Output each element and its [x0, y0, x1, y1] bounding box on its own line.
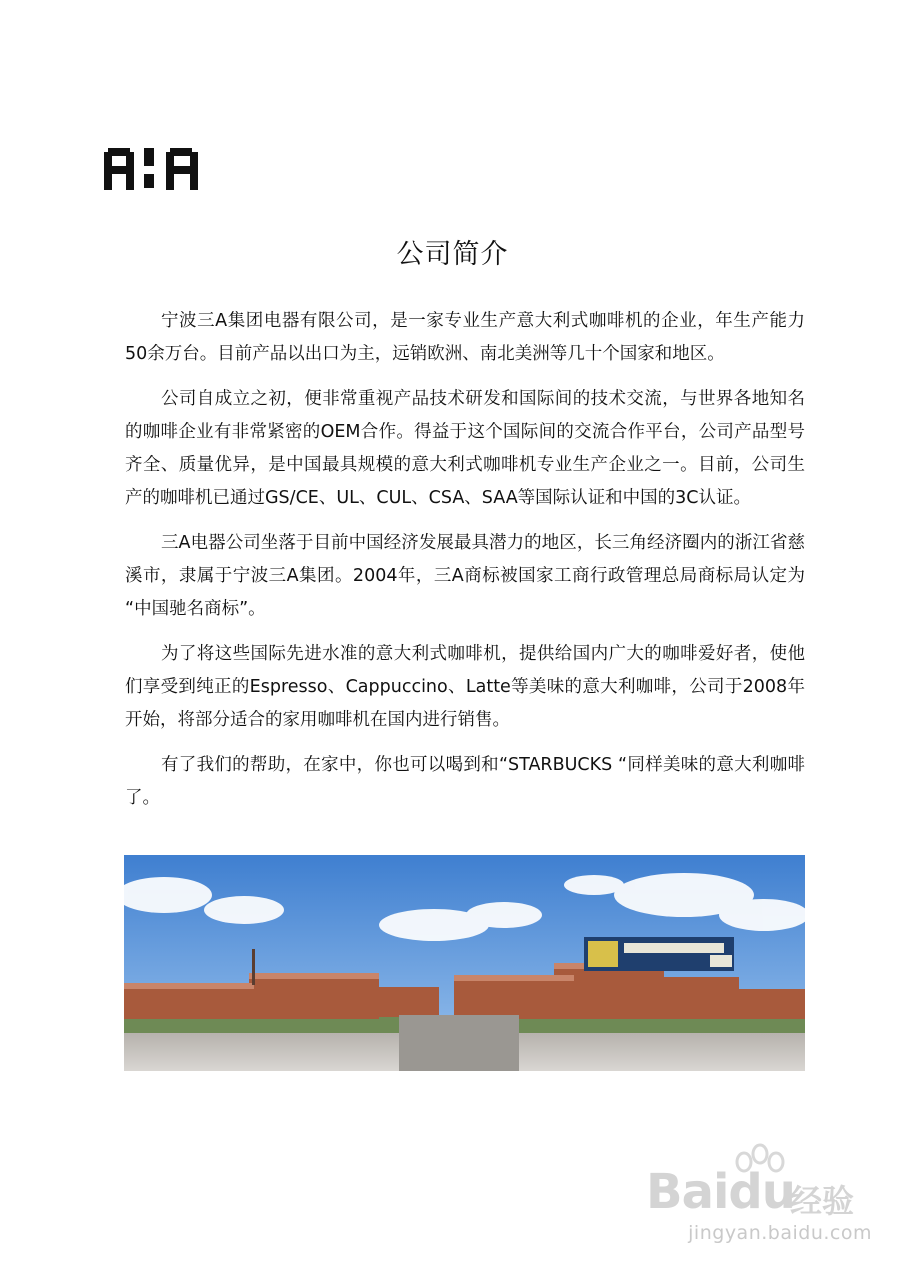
intro-text: [125, 305, 805, 827]
factory-photo: [124, 855, 805, 1071]
page-title: 公司简介: [396, 239, 509, 270]
baidu-jingyan-watermark: [640, 1140, 880, 1245]
paragraph-2: 公司自成立之初，便非常重视产品技术研发和国际间的技术交流，与世界各地知名的咖啡企业有非常紧密的OEM合作。得益于这个国际间的交流合作平台，公司产品型号齐全、质量优异，是中国最具规模的意大利式咖啡机专业生产企业之一。目前，公司生产的咖啡机已通过GS/CE、UL、CUL、CSA、SAA等国际认证和中国的3C认证。: [125, 389, 805, 508]
watermark-brand: Baidu: [646, 1164, 795, 1220]
a-colon-a-logo-icon: [104, 146, 198, 190]
paragraph-4: 为了将这些国际先进水准的意大利式咖啡机，提供给国内广大的咖啡爱好者，使他们享受到纯正的Espresso、Cappuccino、Latte等美味的意大利咖啡，公司于2008年开始，将部分适合的家用咖啡机在国内进行销售。: [125, 644, 805, 730]
paragraph-1: 宁波三A集团电器有限公司，是一家专业生产意大利式咖啡机的企业，年生产能力50余万台。目前产品以出口为主，远销欧洲、南北美洲等几十个国家和地区。: [125, 311, 805, 364]
watermark-brand-cn: 经验: [790, 1182, 855, 1220]
paragraph-5: 有了我们的帮助，在家中，你也可以喝到和“STARBUCKS “同样美味的意大利咖啡了。: [125, 755, 805, 808]
company-logo: [104, 146, 198, 190]
watermark-url: jingyan.baidu.com: [688, 1222, 872, 1244]
factory-panorama-image: [124, 855, 805, 1071]
paragraph-3: 三A电器公司坐落于目前中国经济发展最具潜力的地区，长三角经济圈内的浙江省慈溪市，隶属于宁波三A集团。2004年，三A商标被国家工商行政管理总局商标局认定为 “中国驰名商标”。: [125, 533, 805, 619]
